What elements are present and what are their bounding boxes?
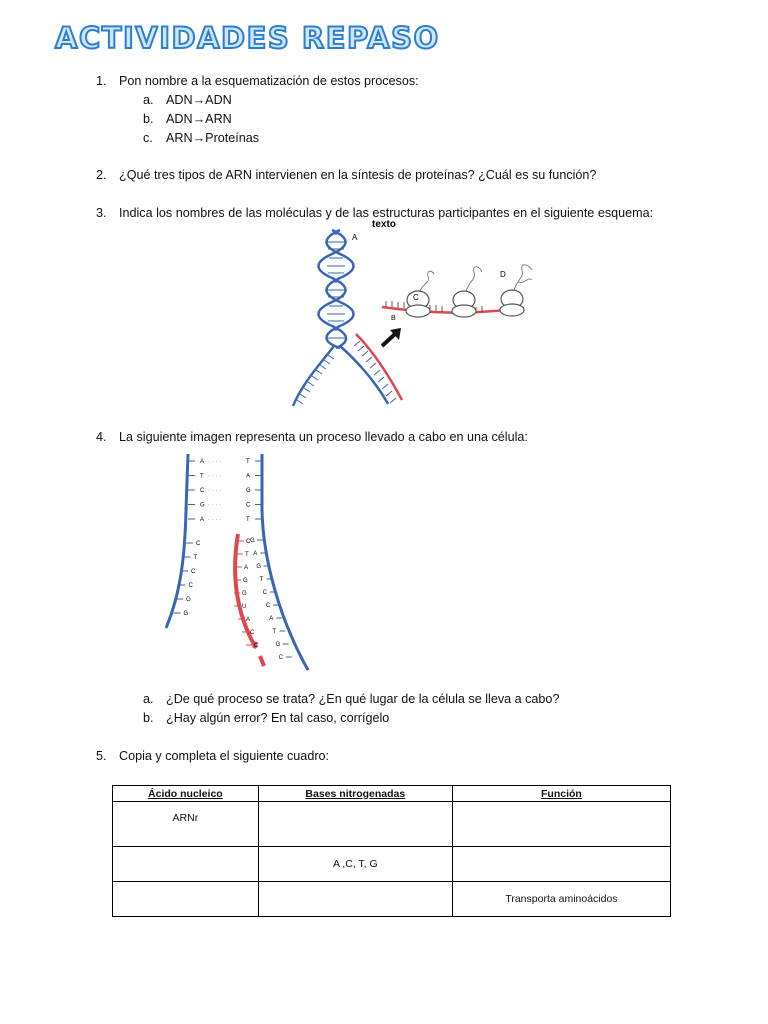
base-letter: T: [246, 517, 250, 523]
base-letter: G: [250, 538, 255, 544]
base-letter: G: [256, 564, 262, 570]
item-text: ¿De qué proceso se trata? ¿En qué lugar de la célula se lleva a cabo?: [166, 692, 560, 706]
table-cell: A ,C, T, G: [258, 847, 452, 882]
base-letter: A: [246, 617, 251, 623]
base-letter: C: [196, 541, 201, 547]
page-title: ACTIVIDADES REPASO: [55, 21, 440, 55]
base-letter: C: [266, 603, 271, 609]
dna-left-strand: [166, 454, 188, 628]
question-number: 2.: [96, 168, 107, 182]
label-c: C: [413, 293, 419, 302]
question-4-item-b: [143, 711, 389, 726]
fork-left-ticks: [297, 355, 334, 404]
base-letter: C: [250, 630, 255, 636]
label-b: B: [391, 315, 396, 322]
dna-right-strand: [259, 454, 308, 670]
base-letter: G: [183, 611, 189, 617]
dna-fork-left: [293, 346, 334, 406]
base-letter: T: [193, 555, 198, 561]
item-text: ARN→Proteínas: [166, 131, 260, 145]
base-letter: G: [186, 597, 191, 603]
table-cell: [452, 802, 670, 847]
label-texto: texto: [372, 219, 396, 230]
transcription-diagram: [150, 450, 325, 685]
base-letter: C: [188, 583, 193, 589]
fork-right-ticks: [354, 341, 396, 403]
question-2: [96, 168, 596, 183]
base-letter: G: [200, 502, 205, 509]
base-letter: C: [246, 502, 251, 509]
question-1-item-c: [143, 131, 259, 146]
base-letter: G: [275, 642, 281, 648]
item-letter: c.: [143, 131, 153, 145]
base-letter: C: [246, 539, 251, 545]
table-header-row: [113, 786, 671, 802]
table-cell: [258, 882, 452, 917]
question-1-item-b: [143, 112, 232, 127]
question-text: La siguiente imagen representa un proceso llevado a cabo en una célula:: [119, 430, 528, 444]
base-letter: C: [262, 590, 268, 596]
question-number: 4.: [96, 430, 107, 444]
table-row: [113, 882, 671, 917]
item-letter: a.: [143, 692, 154, 706]
table-cell: Transporta aminoácidos: [452, 882, 670, 917]
table-cell: [258, 802, 452, 847]
base-letter: A: [200, 459, 205, 465]
pair-dots: · · · ·: [208, 488, 221, 494]
header-acido-nucleico: Ácido nucleico: [113, 786, 259, 802]
base-letter: T: [200, 473, 204, 480]
rna-fragment-1: [260, 656, 264, 666]
base-letter: A: [253, 551, 258, 557]
arrow-icon: [382, 334, 395, 346]
question-number: 5.: [96, 749, 107, 763]
nucleic-acid-table: [112, 785, 671, 917]
item-text: ADN→ARN: [166, 112, 232, 126]
polypeptide-chains: [420, 265, 532, 291]
table-row: [113, 802, 671, 847]
item-text: ADN→ADN: [166, 93, 232, 107]
base-letter: A: [246, 473, 251, 480]
base-letter: G: [243, 578, 248, 584]
question-text: ¿Qué tres tipos de ARN intervienen en la síntesis de proteínas? ¿Cuál es su función?: [119, 168, 597, 182]
question-number: 1.: [96, 74, 107, 88]
base-letter: C: [254, 643, 259, 649]
item-text: ¿Hay algún error? En tal caso, corrígelo: [166, 711, 390, 725]
pair-dots: · · · ·: [208, 459, 221, 465]
base-letter: T: [259, 577, 264, 583]
question-text: Copia y completa el siguiente cuadro:: [119, 749, 330, 763]
base-letter: U: [242, 604, 247, 610]
base-letter: T: [245, 552, 249, 558]
translation-diagram: [280, 214, 550, 414]
question-1-item-a: [143, 93, 232, 108]
item-letter: b.: [143, 112, 154, 126]
label-a: A: [352, 233, 358, 242]
base-letter: T: [246, 459, 250, 465]
question-4-item-a: [143, 692, 559, 707]
question-text: Indica los nombres de las moléculas y de las estructuras participantes en el siguiente esquema:: [119, 206, 654, 220]
item-letter: b.: [143, 711, 154, 725]
pair-dots: · · · ·: [208, 517, 221, 523]
label-d: D: [500, 270, 506, 279]
base-letter: A: [244, 565, 249, 571]
base-letter: C: [278, 655, 284, 661]
base-letter: A: [200, 517, 205, 523]
ribosomes: [406, 290, 524, 317]
base-letter: G: [246, 488, 251, 494]
base-letter: C: [191, 569, 196, 575]
question-text: Pon nombre a la esquematización de estos procesos:: [119, 74, 419, 88]
base-letter: G: [242, 591, 247, 597]
header-bases-nitrogenadas: Bases nitrogenadas: [258, 786, 452, 802]
helix-rungs: [327, 234, 345, 338]
header-funcion: Función: [452, 786, 670, 802]
table-cell: [452, 847, 670, 882]
item-letter: a.: [143, 93, 154, 107]
pair-dots: · · · ·: [208, 502, 221, 509]
table-cell: [113, 882, 259, 917]
question-number: 3.: [96, 206, 107, 220]
table-cell: ARNr: [113, 802, 259, 847]
table-cell: [113, 847, 259, 882]
table-row: [113, 847, 671, 882]
base-letter: T: [272, 629, 277, 635]
base-letter: A: [269, 616, 274, 622]
pair-dots: · · · ·: [208, 473, 221, 480]
question-1: [96, 74, 419, 89]
question-4: [96, 430, 528, 445]
question-5: [96, 749, 329, 764]
base-letter: C: [200, 488, 205, 494]
